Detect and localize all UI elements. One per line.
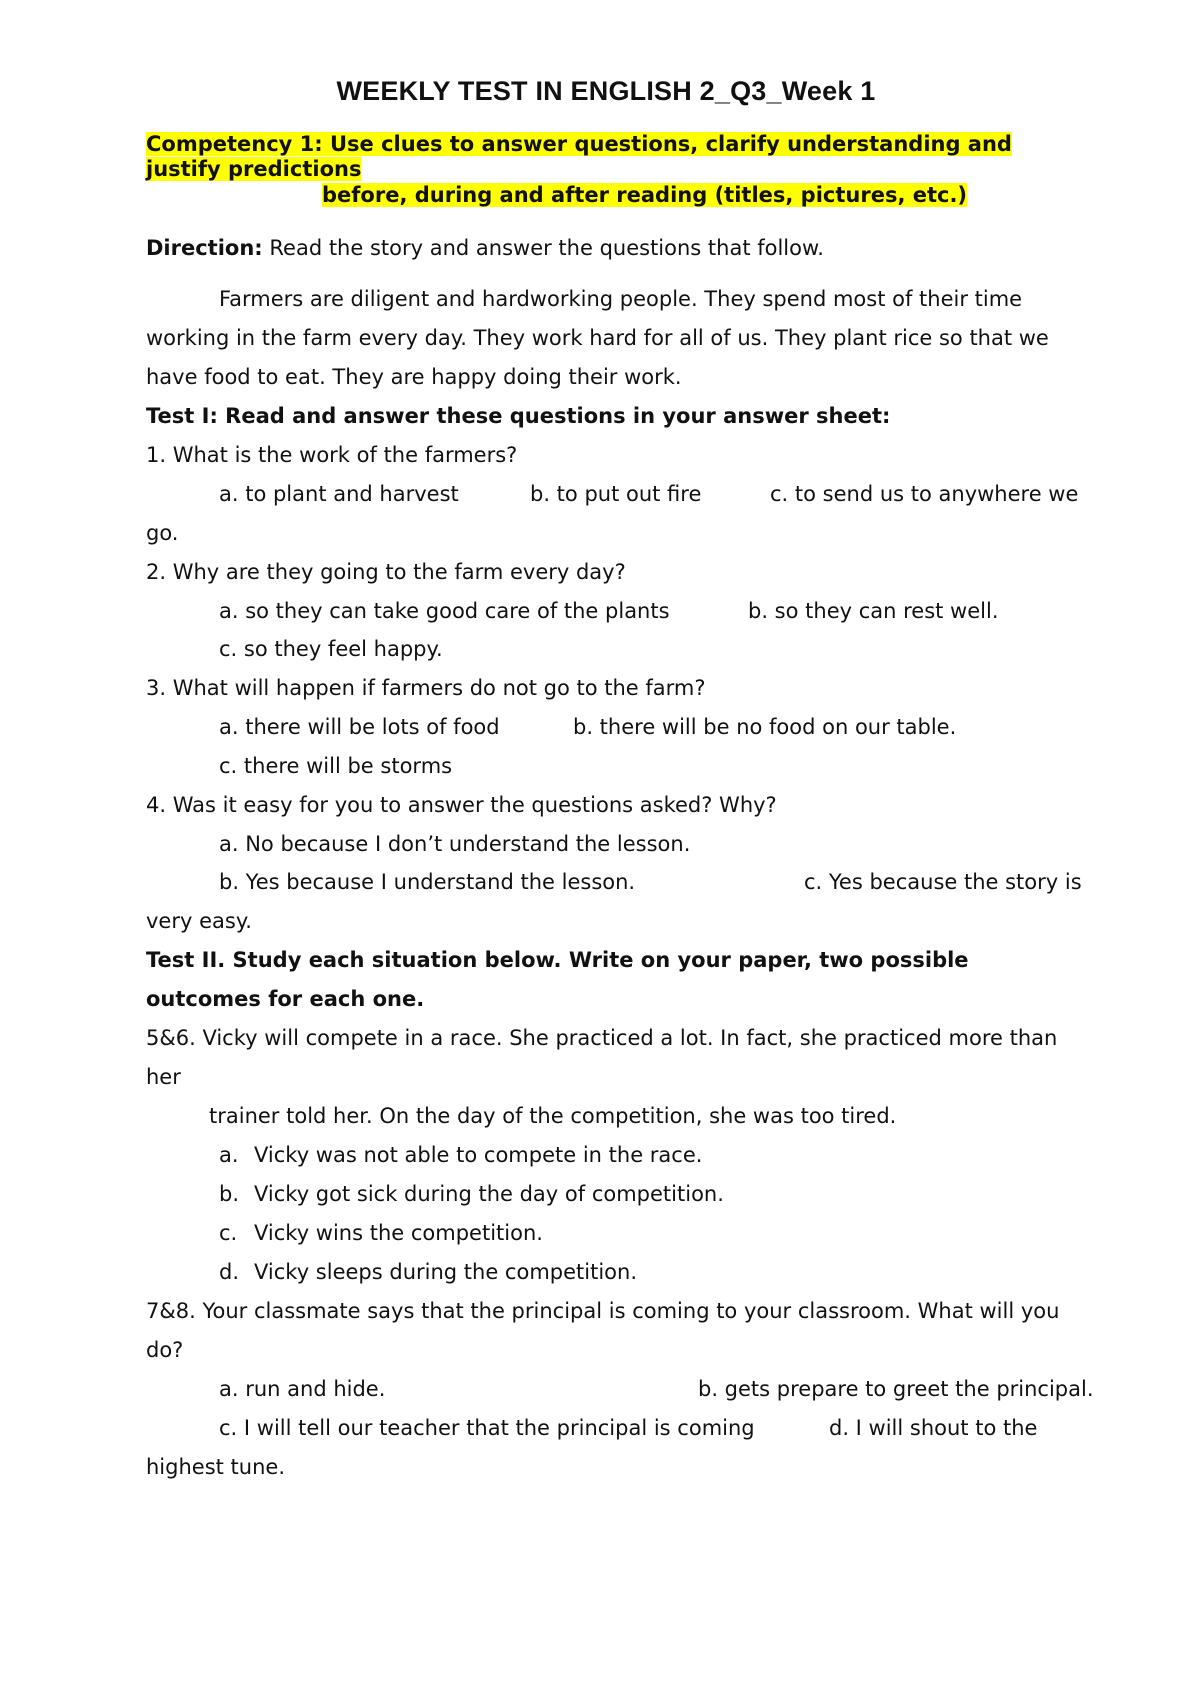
q4-option-a: a. No because I don’t understand the lesson.	[219, 832, 691, 856]
q56-option-b: b. Vicky got sick during the day of competition.	[219, 1182, 724, 1206]
test2-heading-line-2: outcomes for each one.	[146, 987, 425, 1011]
q1-option-c-cont: go.	[146, 521, 179, 545]
q3-option-b: b. there will be no food on our table.	[573, 715, 957, 739]
test2-heading-line-1: Test II. Study each situation below. Write on your paper, two possible	[146, 948, 969, 972]
q1-option-a: a. to plant and harvest	[219, 482, 459, 506]
competency-line-2: justify predictions	[146, 157, 362, 181]
q4-option-c: c. Yes because the story is	[804, 870, 1082, 894]
q56-option-d: d. Vicky sleeps during the competition.	[219, 1260, 637, 1284]
q2-option-b: b. so they can rest well.	[748, 599, 999, 623]
story-line-2: working in the farm every day. They work hard for all of us. They plant rice so that we	[146, 326, 1049, 350]
story-line-1: Farmers are diligent and hardworking people. They spend most of their time	[219, 287, 1023, 311]
competency-line-1: Competency 1: Use clues to answer questions, clarify understanding and	[146, 132, 1012, 156]
q78-line-2: do?	[146, 1338, 184, 1362]
q3-option-a: a. there will be lots of food	[219, 715, 500, 739]
q78-option-b: b. gets prepare to greet the principal.	[698, 1377, 1094, 1401]
q4-question: 4. Was it easy for you to answer the questions asked? Why?	[146, 793, 777, 817]
direction-text: Read the story and answer the questions that follow.	[262, 236, 824, 260]
q78-option-a: a. run and hide.	[219, 1377, 386, 1401]
q78-option-d-cont: highest tune.	[146, 1455, 286, 1479]
test1-heading: Test I: Read and answer these questions in your answer sheet:	[146, 404, 891, 428]
competency-line-3: before, during and after reading (titles, pictures, etc.)	[322, 183, 968, 207]
q78-option-c: c. I will tell our teacher that the principal is coming	[219, 1416, 755, 1440]
q56-option-c: c. Vicky wins the competition.	[219, 1221, 543, 1245]
q2-option-a: a. so they can take good care of the plants	[219, 599, 670, 623]
q78-option-d: d. I will shout to the	[829, 1416, 1038, 1440]
q2-option-c: c. so they feel happy.	[219, 637, 443, 661]
q3-option-c: c. there will be storms	[219, 754, 453, 778]
q1-option-b: b. to put out fire	[530, 482, 702, 506]
q4-option-c-cont: very easy.	[146, 909, 252, 933]
q4-option-b: b. Yes because I understand the lesson.	[219, 870, 636, 894]
page-title: WEEKLY TEST IN ENGLISH 2_Q3_Week 1	[336, 76, 876, 106]
q3-question: 3. What will happen if farmers do not go to the farm?	[146, 676, 706, 700]
direction-label: Direction:	[146, 236, 263, 260]
q1-option-c: c. to send us to anywhere we	[770, 482, 1079, 506]
q2-question: 2. Why are they going to the farm every day?	[146, 560, 626, 584]
direction	[146, 236, 824, 260]
story-line-3: have food to eat. They are happy doing their work.	[146, 365, 682, 389]
q56-line-1: 5&6. Vicky will compete in a race. She practiced a lot. In fact, she practiced more than	[146, 1026, 1058, 1050]
q56-line-3: trainer told her. On the day of the competition, she was too tired.	[209, 1104, 897, 1128]
q78-line-1: 7&8. Your classmate says that the principal is coming to your classroom. What will you	[146, 1299, 1060, 1323]
q1-question: 1. What is the work of the farmers?	[146, 443, 518, 467]
q56-option-a: a. Vicky was not able to compete in the race.	[219, 1143, 703, 1167]
q56-line-2: her	[146, 1065, 181, 1089]
